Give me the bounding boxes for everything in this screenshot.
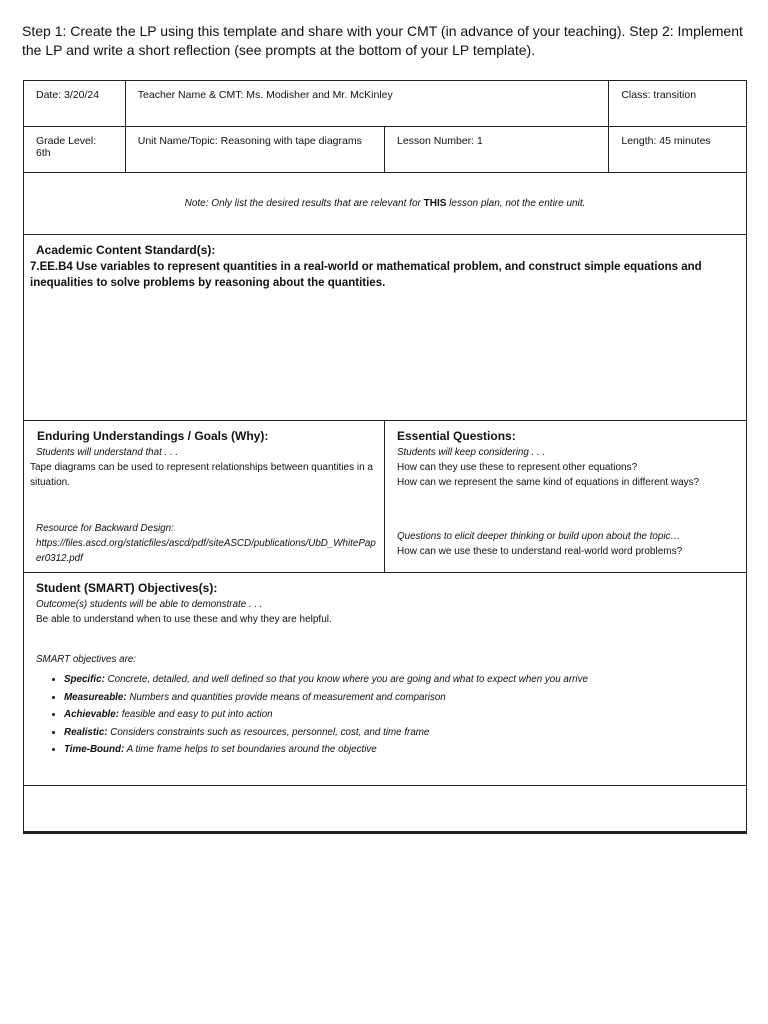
standards-heading: Academic Content Standard(s): [36, 243, 216, 257]
understandings-questions-row [24, 421, 746, 573]
understandings-prompt: Students will understand that . . . [36, 447, 179, 458]
questions-prompt: Students will keep considering . . . [397, 447, 546, 458]
resource-link[interactable]: https://files.ascd.org/staticfiles/ascd/pdf/siteASCD/publications/UbD_WhitePaper0312.pdf [36, 538, 376, 564]
question-3: How can we use these to understand real-world word problems? [397, 546, 683, 557]
lesson-number-cell: Lesson Number: 1 [385, 127, 609, 172]
objectives-heading: Student (SMART) Objectives(s): [36, 581, 218, 595]
class-cell: Class: transition [621, 89, 697, 101]
questions-heading: Essential Questions: [397, 429, 516, 443]
smart-intro: SMART objectives are: [36, 654, 137, 665]
objectives-text: Be able to understand when to use these and why they are helpful. [36, 614, 332, 625]
objectives-row [24, 573, 746, 786]
list-item: • Realistic: Considers constraints such as resources, personnel, cost, and time frame [64, 724, 734, 742]
list-item: • Time-Bound: A time frame helps to set boundaries around the objective [64, 741, 734, 759]
list-item: • Specific: Concrete, detailed, and well defined so that you know where you are going and what to expect when you arrive [64, 671, 734, 689]
unit-cell: Unit Name/Topic: Reasoning with tape diagrams [126, 127, 385, 172]
teacher-cell: Teacher Name & CMT: Ms. Modisher and Mr. McKinley [126, 81, 610, 126]
smart-list [36, 671, 734, 759]
understandings-cell [24, 421, 385, 572]
list-item: • Achievable: feasible and easy to put into action [64, 706, 734, 724]
list-item: • Measureable: Numbers and quantities provide means of measurement and comparison [64, 689, 734, 707]
deeper-questions-prompt: Questions to elicit deeper thinking or build upon about the topic… [397, 531, 681, 542]
instructions-text: Step 1: Create the LP using this template and share with your CMT (in advance of your teaching). Step 2: Implement the LP and write a short reflection (see prompts at the bottom of your LP template). [22, 23, 743, 58]
header-row-1 [24, 81, 746, 127]
note-text: Note: Only list the desired results that are relevant for THIS lesson plan, not the entire unit. [184, 198, 586, 209]
lesson-plan-table [23, 80, 747, 834]
question-1: How can they use these to represent other equations? [397, 462, 638, 473]
note-row [24, 173, 746, 235]
date-cell: Date: 3/20/24 [24, 81, 126, 126]
resource-label: Resource for Backward Design: [36, 523, 174, 534]
length-cell: Length: 45 minutes [621, 135, 711, 147]
questions-cell [385, 421, 746, 572]
question-2: How can we represent the same kind of equations in different ways? [397, 477, 700, 488]
empty-row [24, 786, 746, 833]
header-row-2 [24, 127, 746, 173]
grade-cell: Grade Level: 6th [24, 127, 126, 172]
understandings-heading: Enduring Understandings / Goals (Why): [37, 429, 269, 443]
standards-row [24, 235, 746, 421]
empty-cell[interactable] [24, 786, 746, 831]
standards-text: 7.EE.B4 Use variables to represent quantities in a real-world or mathematical problem, and construct simple equations and inequalities to solve problems by reasoning about the quantities. [30, 261, 702, 289]
objectives-prompt: Outcome(s) students will be able to demonstrate . . . [36, 599, 263, 610]
understandings-text: Tape diagrams can be used to represent relationships between quantities in a situation. [30, 462, 373, 488]
